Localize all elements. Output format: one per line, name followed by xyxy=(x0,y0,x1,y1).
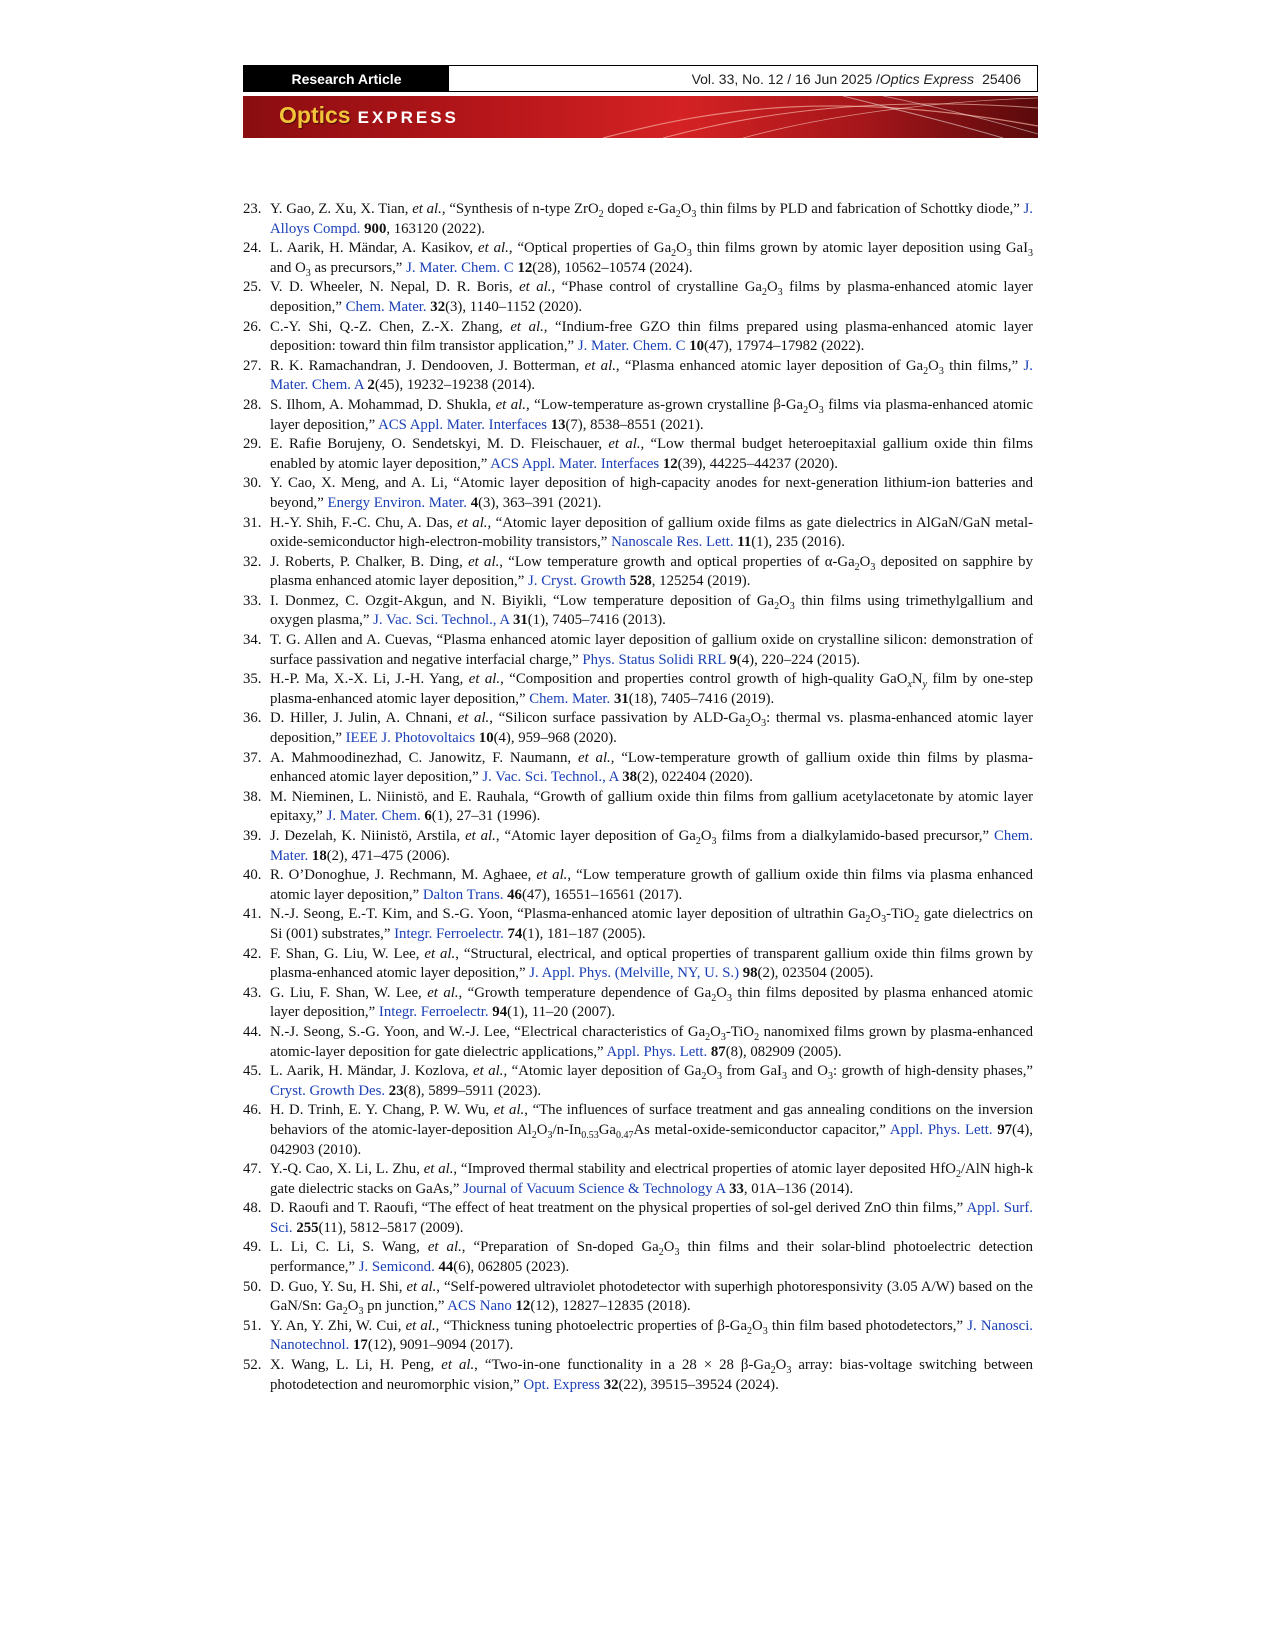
journal-link[interactable]: J. Vac. Sci. Technol., A xyxy=(373,612,510,629)
reference-text: J. Roberts, P. Chalker, B. Ding, et al., “Low temperature growth and optical properties of $\alpha-Ga_2O_3$ deposited on sapphire by plasma enhanced atomic layer deposition,” J. Cryst. Growth 528, 125254 (2019). xyxy=(270,553,1033,590)
journal-link[interactable]: Journal of Vacuum Science & Technology A xyxy=(463,1180,726,1197)
reference-text: Y.-Q. Cao, X. Li, L. Zhu, et al., “Improved thermal stability and electrical properties of atomic layer deposited HfO$_2$/AlN high-k gate dielectric stacks on GaAs,” Journal of Vacuum Science & Technology A 33, 01A–136 (2014). xyxy=(270,1161,1033,1197)
reference-item xyxy=(243,553,1033,592)
reference-number: 29. xyxy=(243,436,262,453)
journal-link[interactable]: Integr. Ferroelectr. xyxy=(378,1004,489,1021)
reference-item xyxy=(243,239,1033,278)
reference-number: 46. xyxy=(243,1102,262,1119)
reference-text: J. Dezelah, K. Niinistö, Arstila, et al., “Atomic layer deposition of $Ga_2O_3$ films from a dialkylamido-based precursor,” Chem. Mater. 18(2), 471–475 (2006). xyxy=(270,828,1034,864)
reference-number: 45. xyxy=(243,1063,262,1080)
reference-number: 25. xyxy=(243,279,262,296)
reference-number: 51. xyxy=(243,1317,262,1334)
reference-number: 23. xyxy=(243,201,262,217)
page-number: 25406 xyxy=(982,70,1021,87)
journal-link[interactable]: ACS Appl. Mater. Interfaces xyxy=(490,455,660,472)
reference-item xyxy=(243,1356,1033,1395)
reference-text: L. Li, C. Li, S. Wang, et al., “Preparation of Sn-doped $Ga_2O_3$ thin films and their solar-blind photoelectric detection performance,” J. Semicond. 44(6), 062805 (2023). xyxy=(270,1239,1034,1276)
journal-link[interactable]: Phys. Status Solidi RRL xyxy=(582,651,726,668)
reference-number: 39. xyxy=(243,828,262,844)
journal-logo xyxy=(279,102,459,129)
reference-item xyxy=(243,1160,1033,1199)
reference-number: 32. xyxy=(243,553,262,570)
reference-item xyxy=(243,435,1033,474)
reference-number: 34. xyxy=(243,632,262,649)
reference-number: 27. xyxy=(243,357,262,374)
journal-link[interactable]: J. Mater. Chem. C xyxy=(577,338,686,355)
journal-link[interactable]: Integr. Ferroelectr. xyxy=(394,925,504,942)
logo-optics: Optics xyxy=(279,102,351,128)
reference-number: 35. xyxy=(243,671,262,688)
reference-item xyxy=(243,709,1033,748)
reference-item xyxy=(243,1317,1033,1356)
journal-link[interactable]: J. Cryst. Growth xyxy=(528,573,626,590)
reference-number: 31. xyxy=(243,514,262,531)
reference-item xyxy=(243,866,1033,905)
reference-number: 37. xyxy=(243,749,262,766)
journal-name: Optics Express xyxy=(879,70,975,87)
journal-link[interactable]: Chem. Mater. xyxy=(345,298,427,315)
reference-text: L. Aarik, H. Mändar, A. Kasikov, et al., “Optical properties of $Ga_2O_3$ thin films grown by atomic layer deposition using GaI$_3$ and $O_3$ as precursors,” J. Mater. Chem. C 12(28), 10562–10574 (2024). xyxy=(270,240,1033,279)
reference-text: D. Raoufi and T. Raoufi, “The effect of heat treatment on the physical properties of sol-gel derived ZnO thin films,” Appl. Surf. Sci. 255(11), 5812–5817 (2009). xyxy=(270,1200,1033,1236)
journal-link[interactable]: Cryst. Growth Des. xyxy=(270,1082,386,1099)
reference-item xyxy=(243,200,1033,239)
reference-item xyxy=(243,318,1033,357)
reference-number: 49. xyxy=(243,1239,262,1256)
reference-number: 47. xyxy=(243,1161,262,1178)
journal-link[interactable]: J. Mater. Chem. xyxy=(326,808,421,825)
reference-item xyxy=(243,945,1033,984)
reference-item xyxy=(243,631,1033,670)
reference-text: R. O’Donoghue, J. Rechmann, M. Aghaee, et al., “Low temperature growth of gallium oxide thin films via plasma enhanced atomic layer deposition,” Dalton Trans. 46(47), 16551–16561 (2017). xyxy=(270,867,1033,903)
journal-banner xyxy=(243,96,1038,138)
reference-text: H.-Y. Shih, F.-C. Chu, A. Das, et al., “Atomic layer deposition of gallium oxide films as gate dielectrics in AlGaN/GaN metal-oxide-semiconductor high-electron-mobility transistors,” Nanoscale Res. Lett. 11(1), 235 (2016). xyxy=(270,514,1033,551)
reference-number: 50. xyxy=(243,1278,262,1295)
citation-prefix: Vol. 33, No. 12 / 16 Jun 2025 / xyxy=(691,70,880,87)
reference-text: A. Mahmoodinezhad, C. Janowitz, F. Naumann, et al., “Low-temperature growth of gallium oxide thin films by plasma-enhanced atomic layer deposition,” J. Vac. Sci. Technol., A 38(2), 022404 (2020). xyxy=(270,749,1033,786)
reference-number: 48. xyxy=(243,1200,262,1217)
journal-link[interactable]: J. Vac. Sci. Technol., A xyxy=(482,769,619,786)
reference-item xyxy=(243,984,1033,1023)
journal-link[interactable]: J. Alloys Compd. xyxy=(270,201,1033,237)
reference-text: D. Hiller, J. Julin, A. Chnani, et al., “Silicon surface passivation by ALD-$Ga_2O_3$: thermal vs. plasma-enhanced atomic layer deposition,” IEEE J. Photovoltaics 10(4), 959–968 (2020). xyxy=(270,710,1033,747)
reference-text: M. Nieminen, L. Niinistö, and E. Rauhala, “Growth of gallium oxide thin films from gallium acetylacetonate by atomic layer epitaxy,” J. Mater. Chem. 6(1), 27–31 (1996). xyxy=(270,788,1033,825)
reference-text: X. Wang, L. Li, H. Peng, et al., “Two-in-one functionality in a 28 × 28 $\beta-Ga_2O_3$ array: bias-voltage switching between photodetection and neuromorphic vision,” Opt. Express 32(22), 39515–39524 (2024). xyxy=(270,1357,1034,1393)
journal-link[interactable]: J. Appl. Phys. (Melville, NY, U. S.) xyxy=(529,965,740,982)
reference-text: N.-J. Seong, E.-T. Kim, and S.-G. Yoon, “Plasma-enhanced atomic layer deposition of ultrathin $Ga_2O_3-TiO_2$ gate dielectrics on Si (001) substrates,” Integr. Ferroelectr. 74(1), 181–187 (2005). xyxy=(270,906,1033,942)
journal-link[interactable]: Appl. Phys. Lett. xyxy=(889,1121,993,1138)
reference-number: 44. xyxy=(243,1023,262,1040)
reference-text: R. K. Ramachandran, J. Dendooven, J. Botterman, et al., “Plasma enhanced atomic layer deposition of $Ga_2O_3$ thin films,” J. Mater. Chem. A 2(45), 19232–19238 (2014). xyxy=(270,357,1033,394)
reference-number: 52. xyxy=(243,1357,262,1374)
journal-link[interactable]: J. Nanosci. Nanotechnol. xyxy=(270,1317,1034,1354)
reference-item xyxy=(243,788,1033,827)
reference-number: 33. xyxy=(243,592,262,609)
reference-item xyxy=(243,278,1033,317)
reference-text: N.-J. Seong, S.-G. Yoon, and W.-J. Lee, “Electrical characteristics of $Ga_2O_3-TiO_2$ nanomixed films grown by plasma-enhanced atomic-layer deposition for gate dielectric applications,” Appl. Phys. Lett. 87(8), 082909 (2005). xyxy=(270,1023,1033,1060)
journal-link[interactable]: Appl. Surf. Sci. xyxy=(270,1200,1033,1236)
reference-list xyxy=(243,200,1033,1395)
reference-number: 40. xyxy=(243,867,262,884)
reference-item xyxy=(243,514,1033,553)
reference-number: 38. xyxy=(243,788,262,805)
reference-item xyxy=(243,1101,1033,1160)
reference-text: H.-P. Ma, X.-X. Li, J.-H. Yang, et al., “Composition and properties control growth of high-quality $GaO_xN_y$ film by one-step plasma-enhanced atomic layer deposition,” Chem. Mater. 31(18), 7405–7416 (2019). xyxy=(270,671,1033,707)
reference-text: Y. An, Y. Zhi, W. Cui, et al., “Thickness tuning photoelectric properties of $\beta-Ga_2O_3$ thin film based photodetectors,” J. Nanosci. Nanotechnol. 17(12), 9091–9094 (2017). xyxy=(270,1317,1034,1354)
journal-link[interactable]: ACS Appl. Mater. Interfaces xyxy=(378,416,547,433)
reference-number: 24. xyxy=(243,240,262,257)
journal-link[interactable]: Dalton Trans. xyxy=(422,886,504,903)
reference-text: I. Donmez, C. Ozgit-Akgun, and N. Biyikli, “Low temperature deposition of $Ga_2O_3$ thin films using trimethylgallium and oxygen plasma,” J. Vac. Sci. Technol., A 31(1), 7405–7416 (2013). xyxy=(270,592,1033,629)
reference-text: V. D. Wheeler, N. Nepal, D. R. Boris, et al., “Phase control of crystalline $Ga_2O_3$ films by plasma-enhanced atomic layer deposition,” Chem. Mater. 32(3), 1140–1152 (2020). xyxy=(270,279,1033,315)
reference-number: 43. xyxy=(243,984,262,1001)
reference-item xyxy=(243,1199,1033,1238)
reference-text: S. Ilhom, A. Mohammad, D. Shukla, et al., “Low-temperature as-grown crystalline $\beta-Ga_2O_3$ films via plasma-enhanced atomic layer deposition,” ACS Appl. Mater. Interfaces 13(7), 8538–8551 (2021). xyxy=(270,396,1033,433)
reference-item xyxy=(243,1023,1033,1062)
reference-item xyxy=(243,1062,1033,1101)
journal-link[interactable]: J. Semicond. xyxy=(358,1259,435,1276)
journal-link[interactable]: J. Mater. Chem. A xyxy=(270,357,1033,394)
running-header xyxy=(243,65,1038,92)
reference-item xyxy=(243,592,1033,631)
reference-item xyxy=(243,357,1033,396)
reference-item xyxy=(243,1238,1033,1277)
reference-text: C.-Y. Shi, Q.-Z. Chen, Z.-X. Zhang, et al., “Indium-free GZO thin films prepared using plasma-enhanced atomic layer deposition: toward thin film transistor application,” J. Mater. Chem. C 10(47), 17974–17982 (2022). xyxy=(270,318,1033,355)
reference-item xyxy=(243,827,1033,866)
reference-text: H. D. Trinh, E. Y. Chang, P. W. Wu, et al., “The influences of surface treatment and gas annealing conditions on the inversion behaviors of the atomic-layer-deposition $Al_2O_3/n-In_{0.53}Ga_{0.47}As$ metal-oxide-semiconductor capacitor,” Appl. Phys. Lett. 97(4), 042903 (2010). xyxy=(270,1102,1033,1158)
journal-link[interactable]: J. Mater. Chem. C xyxy=(406,259,514,276)
reference-text: L. Aarik, H. Mändar, J. Kozlova, et al., “Atomic layer deposition of $Ga_2O_3$ from GaI$_3$ and $O_3$: growth of high-density phases,” Cryst. Growth Des. 23(8), 5899–5911 (2023). xyxy=(270,1063,1033,1099)
reference-text: T. G. Allen and A. Cuevas, “Plasma enhanced atomic layer deposition of gallium oxide on crystalline silicon: demonstration of surface passivation and negative interfacial charge,” Phys. Status Solidi RRL 9(4), 220–224 (2015). xyxy=(270,632,1033,668)
reference-item xyxy=(243,474,1033,513)
reference-item xyxy=(243,749,1033,788)
reference-number: 28. xyxy=(243,396,262,413)
journal-link[interactable]: Chem. Mater. xyxy=(270,828,1034,864)
reference-item xyxy=(243,396,1033,435)
reference-item xyxy=(243,670,1033,709)
logo-express: EXPRESS xyxy=(357,108,459,127)
journal-link[interactable]: IEEE J. Photovoltaics xyxy=(345,730,476,747)
reference-item xyxy=(243,1278,1033,1317)
journal-link[interactable]: Nanoscale Res. Lett. xyxy=(611,534,734,551)
reference-text: D. Guo, Y. Su, H. Shi, et al., “Self-powered ultraviolet photodetector with superhigh photoresponsivity (3.05 A/W) based on the GaN/Sn: $Ga_2O_3$ pn junction,” ACS Nano 12(12), 12827–12835 (2018). xyxy=(270,1278,1033,1318)
reference-text: Y. Gao, Z. Xu, X. Tian, et al., “Synthesis of n-type ZrO$_2$ doped $\varepsilon-Ga_2O_3$ thin films by PLD and fabrication of Schottky diode,” J. Alloys Compd. 900, 163120 (2022). xyxy=(270,201,1033,237)
reference-item xyxy=(243,905,1033,944)
reference-number: 41. xyxy=(243,906,262,923)
journal-link[interactable]: Chem. Mater. xyxy=(529,690,611,707)
reference-number: 36. xyxy=(243,710,262,727)
reference-number: 42. xyxy=(243,945,262,962)
citation-line xyxy=(449,66,1037,91)
journal-link[interactable]: ACS Nano xyxy=(447,1298,512,1315)
section-label: Research Article xyxy=(244,66,449,91)
reference-text: E. Rafie Borujeny, O. Sendetskyi, M. D. Fleischauer, et al., “Low thermal budget heteroepitaxial gallium oxide thin films enabled by atomic layer deposition,” ACS Appl. Mater. Interfaces 12(39), 44225–44237 (2020). xyxy=(270,436,1033,472)
reference-text: Y. Cao, X. Meng, and A. Li, “Atomic layer deposition of high-capacity anodes for next-generation lithium-ion batteries and beyond,” Energy Environ. Mater. 4(3), 363–391 (2021). xyxy=(270,475,1033,511)
reference-text: G. Liu, F. Shan, W. Lee, et al., “Growth temperature dependence of $Ga_2O_3$ thin films deposited by plasma enhanced atomic layer deposition,” Integr. Ferroelectr. 94(1), 11–20 (2007). xyxy=(270,984,1033,1021)
journal-link[interactable]: Appl. Phys. Lett. xyxy=(606,1043,708,1060)
reference-number: 26. xyxy=(243,318,262,335)
journal-link[interactable]: Opt. Express xyxy=(523,1376,600,1393)
journal-link[interactable]: Energy Environ. Mater. xyxy=(327,494,467,511)
reference-number: 30. xyxy=(243,475,262,492)
reference-text: F. Shan, G. Liu, W. Lee, et al., “Structural, electrical, and optical properties of transparent gallium oxide thin films grown by plasma-enhanced atomic layer deposition,” J. Appl. Phys. (Melville, NY, U. S.) 98(2), 023504 (2005). xyxy=(270,945,1033,982)
